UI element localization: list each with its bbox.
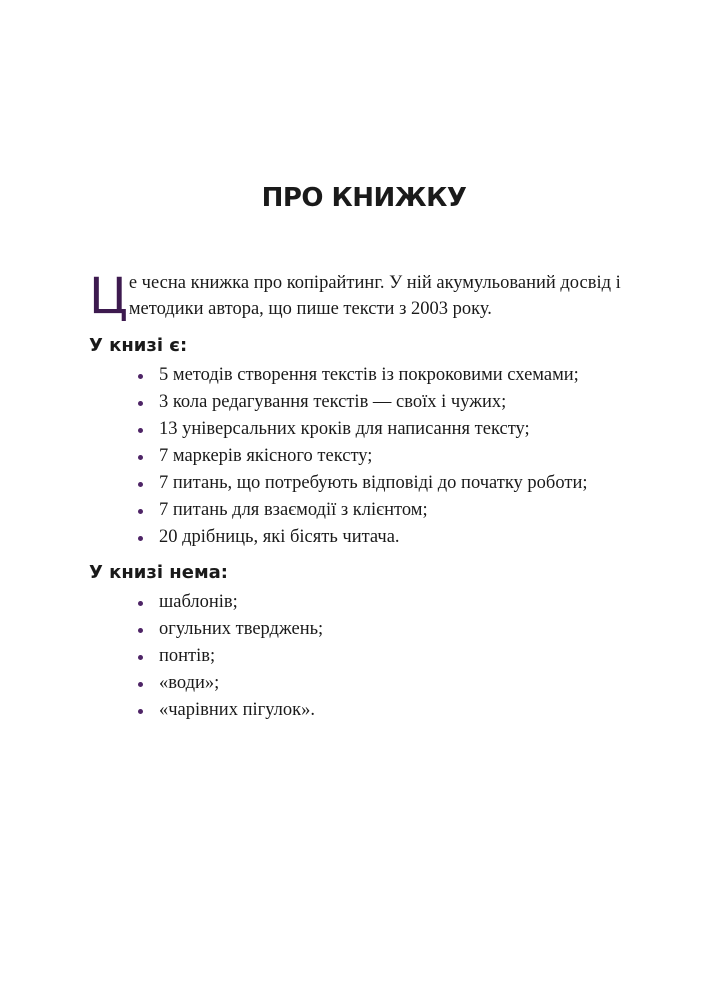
bullet-icon [138,682,143,687]
list-item [134,616,323,643]
lacks-section-list [134,589,323,724]
list-item [134,389,587,416]
bullet-icon [138,455,143,460]
list-item-text: «чарівних пігулок». [159,700,315,720]
bullet-icon [138,428,143,433]
list-item-text: 3 кола редагування текстів — своїх і чужих; [159,392,507,412]
list-item-text: 7 питань для взаємодії з клієнтом; [159,500,428,520]
list-item-text: понтів; [159,646,216,666]
list-item-text: 7 питань, що потребують відповіді до початку роботи; [159,473,588,493]
list-item [134,416,587,443]
intro-paragraph [89,267,649,325]
list-item [134,470,587,497]
bullet-icon [138,374,143,379]
lacks-section-heading: У книзі нема: [89,562,229,583]
bullet-icon [138,655,143,660]
list-item [134,589,323,616]
bullet-icon [138,509,143,514]
has-section-heading: У книзі є: [89,335,188,356]
bullet-icon [138,601,143,606]
list-item-text: шаблонів; [159,592,238,612]
list-item [134,443,587,470]
has-section-list [134,362,587,551]
list-item-text: 5 методів створення текстів із покроковими схемами; [159,365,579,385]
list-item-text: «води»; [159,673,220,693]
bullet-icon [138,536,143,541]
list-item [134,362,587,389]
list-item [134,497,587,524]
bullet-icon [138,709,143,714]
page-title: ПРО КНИЖКУ [261,183,467,213]
list-item [134,643,323,670]
list-item-text: огульних тверджень; [159,619,324,639]
list-item-text: 20 дрібниць, які бісять читача. [159,527,400,547]
intro-text: е чесна книжка про копірайтинг. У ній акумульований досвід і методики автора, що пише тексти з 2003 року. [128,273,621,319]
list-item [134,697,323,724]
list-item-text: 7 маркерів якісного тексту; [159,446,373,466]
bullet-icon [138,401,143,406]
bullet-icon [138,482,143,487]
bullet-icon [138,628,143,633]
list-item [134,524,587,551]
list-item-text: 13 універсальних кроків для написання тексту; [159,419,530,439]
drop-cap: Ц [89,267,128,325]
list-item [134,670,323,697]
